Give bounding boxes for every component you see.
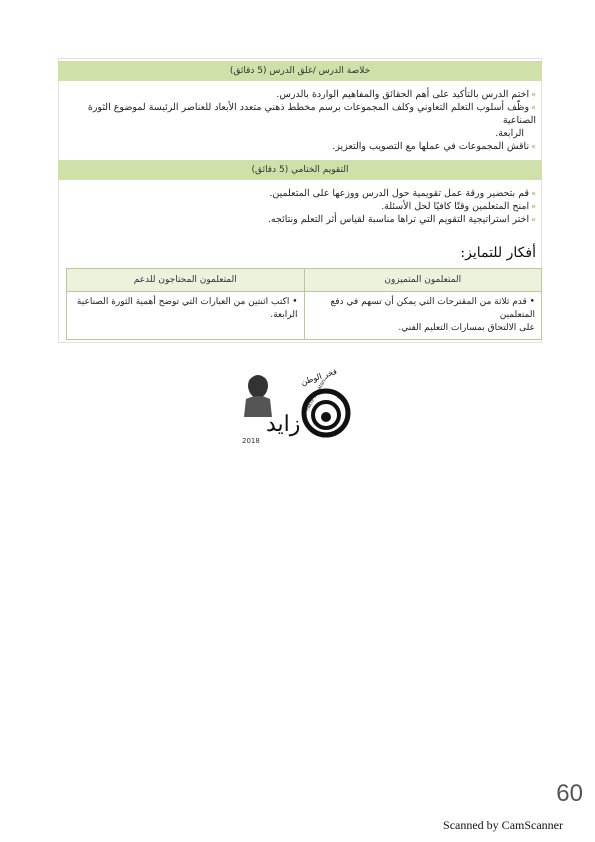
fakhr-alwatan-logo — [300, 367, 348, 435]
fakhr-logo-latin: Fakhr Alwatan — [304, 378, 328, 412]
zayed-logo-text: زايد — [266, 412, 301, 437]
fakhr-logo-arabic: فخر الوطن — [299, 366, 339, 387]
column-header-support: المتعلمون المحتاجون للدعم — [67, 269, 305, 292]
assessment-item-3: »اختر استراتيجية التقويم التي تراها مناسبة لقياس أثر التعلم ونتائجه. — [267, 214, 536, 225]
page-number: 60 — [556, 780, 583, 807]
bullet-icon: » — [531, 202, 536, 211]
column-header-advanced: المتعلمون المتميزون — [304, 269, 542, 292]
bullet-icon: » — [531, 189, 536, 198]
cell-support-line-1: • اكتب اثنتين من العبارات التي توضح أهمية الثورة الصناعية — [76, 297, 298, 307]
logos-group — [232, 365, 362, 451]
summary-list — [66, 88, 536, 153]
summary-item-2: »وظّف أسلوب التعلم التعاوني وكلف المجموعات برسم مخطط ذهني متعدد الأبعاد للعناصر الرئيسة لموضوع الثورة الصناعية — [87, 102, 536, 126]
bullet-icon: » — [531, 215, 536, 224]
assessment-item-1: »قم بتحضير ورقة عمل تقويمية حول الدرس ووزعها على المتعلمين. — [269, 188, 536, 199]
summary-item-2-continued: الرابعة. — [495, 128, 524, 139]
summary-header: خلاصة الدرس /غلق الدرس (5 دقائق) — [58, 61, 542, 81]
summary-item-3: »ناقش المجموعات في عملها مع التصويب والتعزيز. — [332, 141, 536, 152]
zayed-logo-year: 2018 — [242, 437, 260, 445]
bullet-icon: » — [531, 90, 536, 99]
cell-advanced-line-1: • قدم ثلاثة من المقترحات التي يمكن أن تسهم في دفع المتعلمين — [330, 297, 535, 320]
cell-advanced-line-2: على الالتحاق بمسارات التعليم الفني. — [398, 323, 535, 333]
assessment-item-2: »امنح المتعلمين وقتًا كافيًا لحل الأسئلة. — [381, 201, 536, 212]
cell-support-line-2: الرابعة. — [270, 310, 298, 320]
assessment-list — [66, 187, 536, 226]
table-row — [67, 292, 542, 340]
cell-support — [67, 292, 305, 340]
scanner-footer: Scanned by CamScanner — [443, 818, 563, 832]
zayed-year-logo — [242, 375, 300, 445]
summary-item-1: »اختم الدرس بالتأكيد على أهم الحقائق والمفاهيم الواردة بالدرس. — [276, 89, 536, 100]
differentiation-title: أفكار للتمايز: — [460, 245, 536, 261]
logos-graphic — [232, 365, 362, 451]
cell-advanced — [304, 292, 542, 340]
differentiation-table — [66, 268, 542, 340]
bullet-icon: » — [531, 142, 536, 151]
assessment-header: التقويم الختامي (5 دقائق) — [58, 160, 542, 180]
table-header-row — [67, 269, 542, 292]
bullet-icon: » — [531, 103, 536, 112]
